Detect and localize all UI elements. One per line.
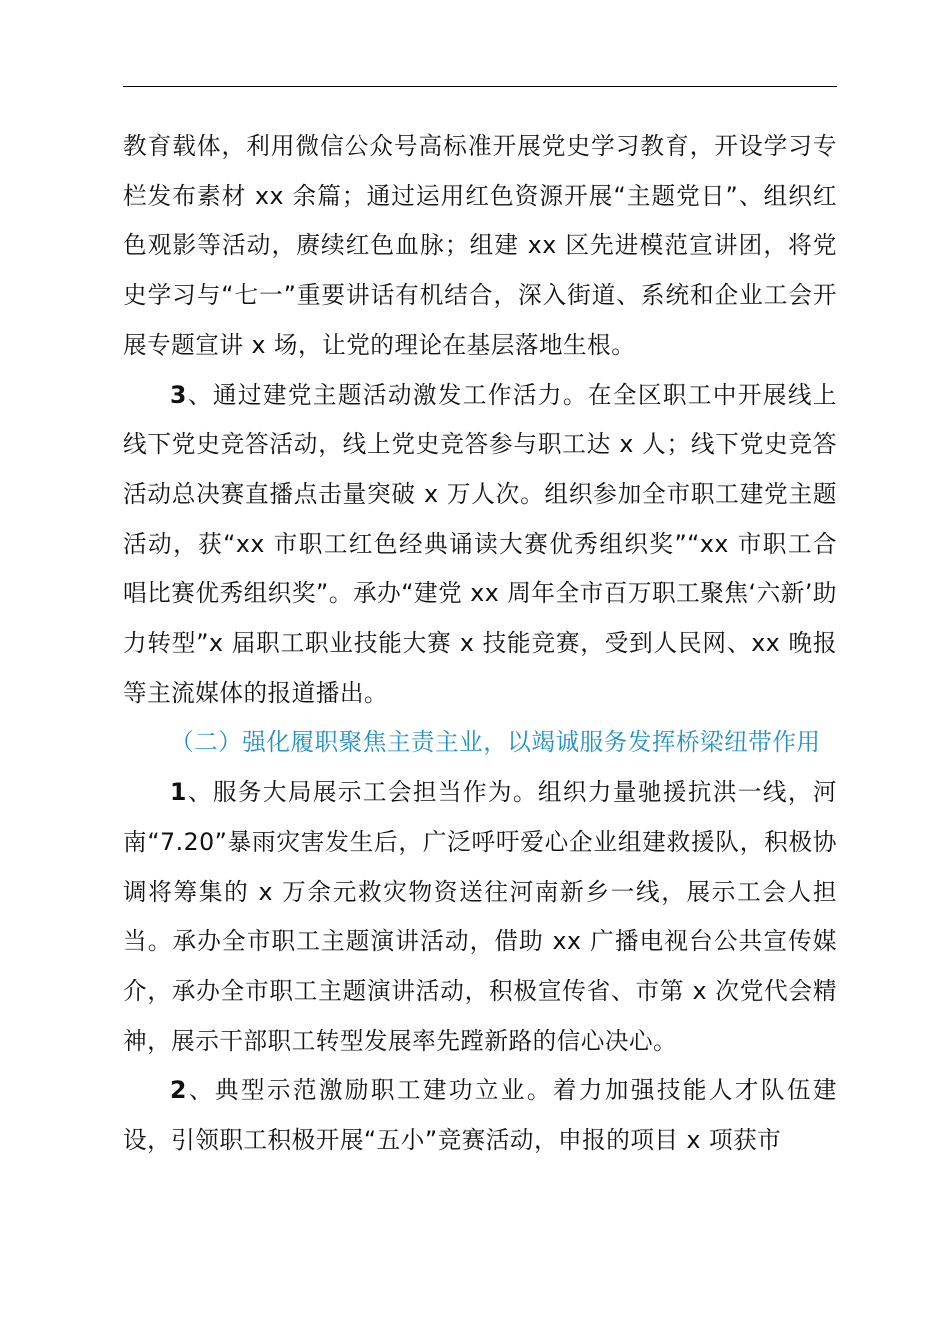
paragraph-item-3 (123, 371, 837, 719)
paragraph-text: 、服务大局展示工会担当作为。组织力量驰援抗洪一线，河南“7.20”暴雨灾害发生后，广泛呼吁爱心企业组建救援队，积极协调将筹集的 x 万余元救灾物资送往河南新乡一线，展示工会人担当。承办全市职工主题演讲活动，借助 xx 广播电视台公共宣传媒介，承办全市职工主题演讲活动，积极宣传省、市第 x 次党代会精神，展示干部职工转型发展率先蹚新路的信心决心。 (123, 778, 837, 1055)
item-number: 3 (170, 380, 187, 409)
paragraph-text: 、典型示范激励职工建功立业。着力加强技能人才队伍建设，引领职工积极开展“五小”竞赛活动，申报的项目 x 项获市 (123, 1076, 837, 1155)
section-heading (123, 718, 837, 768)
header-rule (123, 86, 837, 87)
paragraph-continuation (123, 122, 837, 371)
paragraph-text: 、通过建党主题活动激发工作活力。在全区职工中开展线上线下党史竞答活动，线上党史竞答参与职工达 x 人；线下党史竞答活动总决赛直播点击量突破 x 万人次。组织参加全市职工建党主题活动，获“xx 市职工红色经典诵读大赛优秀组织奖”“xx 市职工合唱比赛优秀组织奖”。承办“建党 xx 周年全市百万职工聚焦‘六新’助力转型”x 届职工职业技能大赛 x 技能竞赛，受到人民网、xx 晚报等主流媒体的报道播出。 (123, 380, 837, 707)
paragraph-item-2 (123, 1066, 837, 1165)
document-body (123, 122, 837, 1166)
paragraph-item-1 (123, 768, 837, 1066)
item-number: 2 (170, 1076, 187, 1105)
heading-text: （二）强化履职聚焦主责主业，以竭诚服务发挥桥梁纽带作用 (170, 728, 821, 757)
item-number: 1 (170, 778, 187, 807)
paragraph-text: 教育载体，利用微信公众号高标准开展党史学习教育，开设学习专栏发布素材 xx 余篇；通过运用红色资源开展“主题党日”、组织红色观影等活动，赓续红色血脉；组建 xx 区先进模范宣讲团，将党史学习与“七一”重要讲话有机结合，深入街道、系统和企业工会开展专题宣讲 x 场，让党的理论在基层落地生根。 (123, 132, 837, 359)
